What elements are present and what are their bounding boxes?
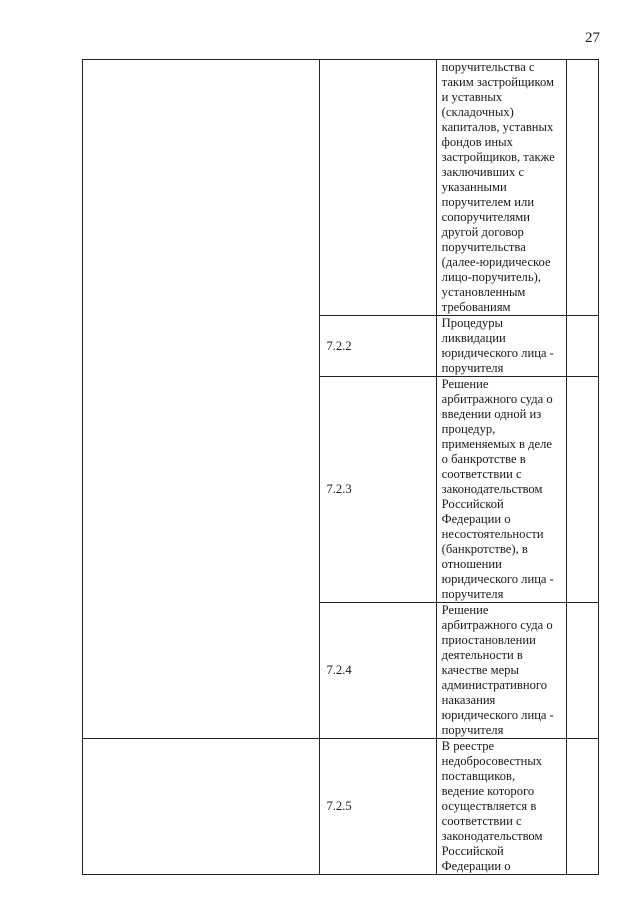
empty-cell [83,739,320,875]
requirements-table [82,59,599,875]
item-code-cell: 7.2.4 [320,603,436,739]
item-code-cell [320,60,436,316]
empty-cell [566,603,598,739]
item-description: В реестре недобросовестных поставщиков, ведение которого осуществляется в соответствии с законодательством Российской Федерации о [441,739,543,873]
empty-cell [566,739,598,875]
item-description: Решение арбитражного суда о приостановлении деятельности в качестве меры административного наказания юридического лица - поручителя [441,603,554,737]
item-description-cell [436,377,566,603]
empty-cell [566,60,598,316]
page-number: 27 [585,30,600,46]
item-code-cell: 7.2.5 [320,739,436,875]
item-code-cell: 7.2.2 [320,316,436,377]
table-row [83,739,599,875]
item-description: Процедуры ликвидации юридического лица - поручителя [441,316,554,375]
item-description: поручительства с таким застройщиком и уставных (складочных) капиталов, уставных фондов иных застройщиков, также заключивших с указанными поручителем или сопоручителями другой договор поручительства (далее-юридическое лицо-поручитель), установленным требованиям [441,60,555,314]
item-description: Решение арбитражного суда о введении одной из процедур, применяемых в деле о банкротстве в соответствии с законодательством Российской Федерации о несостоятельности (банкротстве), в отношении юридического лица - поручителя [441,377,554,601]
empty-cell [566,316,598,377]
item-description-cell [436,316,566,377]
table-row [83,60,599,316]
merged-empty-cell [83,60,320,739]
empty-cell [566,377,598,603]
item-description-cell [436,60,566,316]
item-description-cell [436,739,566,875]
item-description-cell [436,603,566,739]
item-code-cell: 7.2.3 [320,377,436,603]
